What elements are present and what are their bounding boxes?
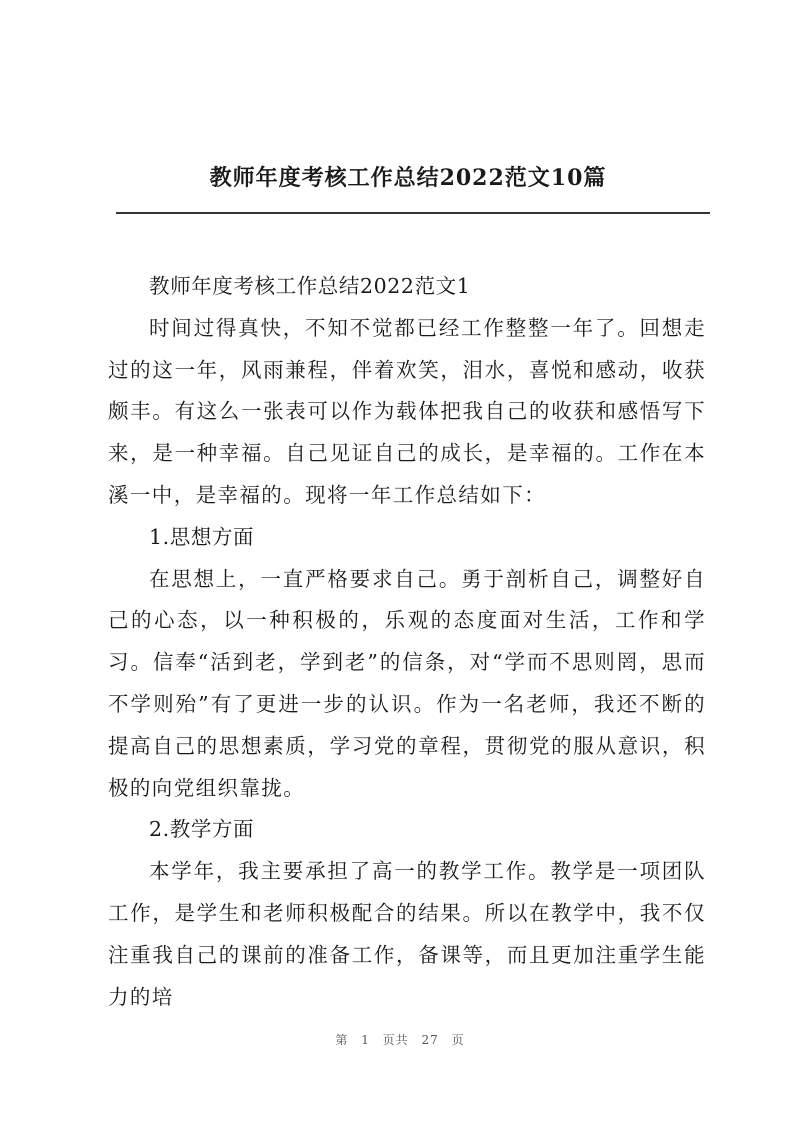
page-footer xyxy=(0,1031,800,1048)
body-paragraph: 时间过得真快，不知不觉都已经工作整整一年了。回想走过的这一年，风雨兼程，伴着欢笑，泪水，喜悦和感动，收获颇丰。有这么一张表可以作为载体把我自己的收获和感悟写下来，是一种幸福。自己见证自己的成长，是幸福的。工作在本溪一中，是幸福的。现将一年工作总结如下： xyxy=(108,315,706,507)
page-number: 1 xyxy=(361,1033,370,1047)
section-heading: 2.教学方面 xyxy=(149,817,255,842)
footer-suffix: 页 xyxy=(451,1033,465,1047)
title-divider xyxy=(116,212,710,214)
document-body xyxy=(108,266,706,1018)
footer-middle: 页共 xyxy=(382,1033,409,1047)
section-heading: 1.思想方面 xyxy=(149,524,255,549)
footer-prefix: 第 xyxy=(335,1033,349,1047)
section-heading: 教师年度考核工作总结2022范文1 xyxy=(149,274,471,298)
body-paragraph: 本学年，我主要承担了高一的教学工作。教学是一项团队工作，是学生和老师积极配合的结果。所以在教学中，我不仅注重我自己的课前的准备工作，备课等，而且更加注重学生能力的培 xyxy=(108,859,706,1009)
document-title: 教师年度考核工作总结2022范文10篇 xyxy=(209,165,607,191)
page-total: 27 xyxy=(421,1033,439,1047)
body-paragraph: 在思想上，一直严格要求自己。勇于剖析自己，调整好自己的心态，以一种积极的，乐观的态度面对生活，工作和学习。信奉“活到老，学到老”的信条，对“学而不思则罔，思而不学则殆”有了更进一步的认识。作为一名老师，我还不断的提高自己的思想素质，学习党的章程，贯彻党的服从意识，积极的向党组织靠拢。 xyxy=(108,566,706,800)
